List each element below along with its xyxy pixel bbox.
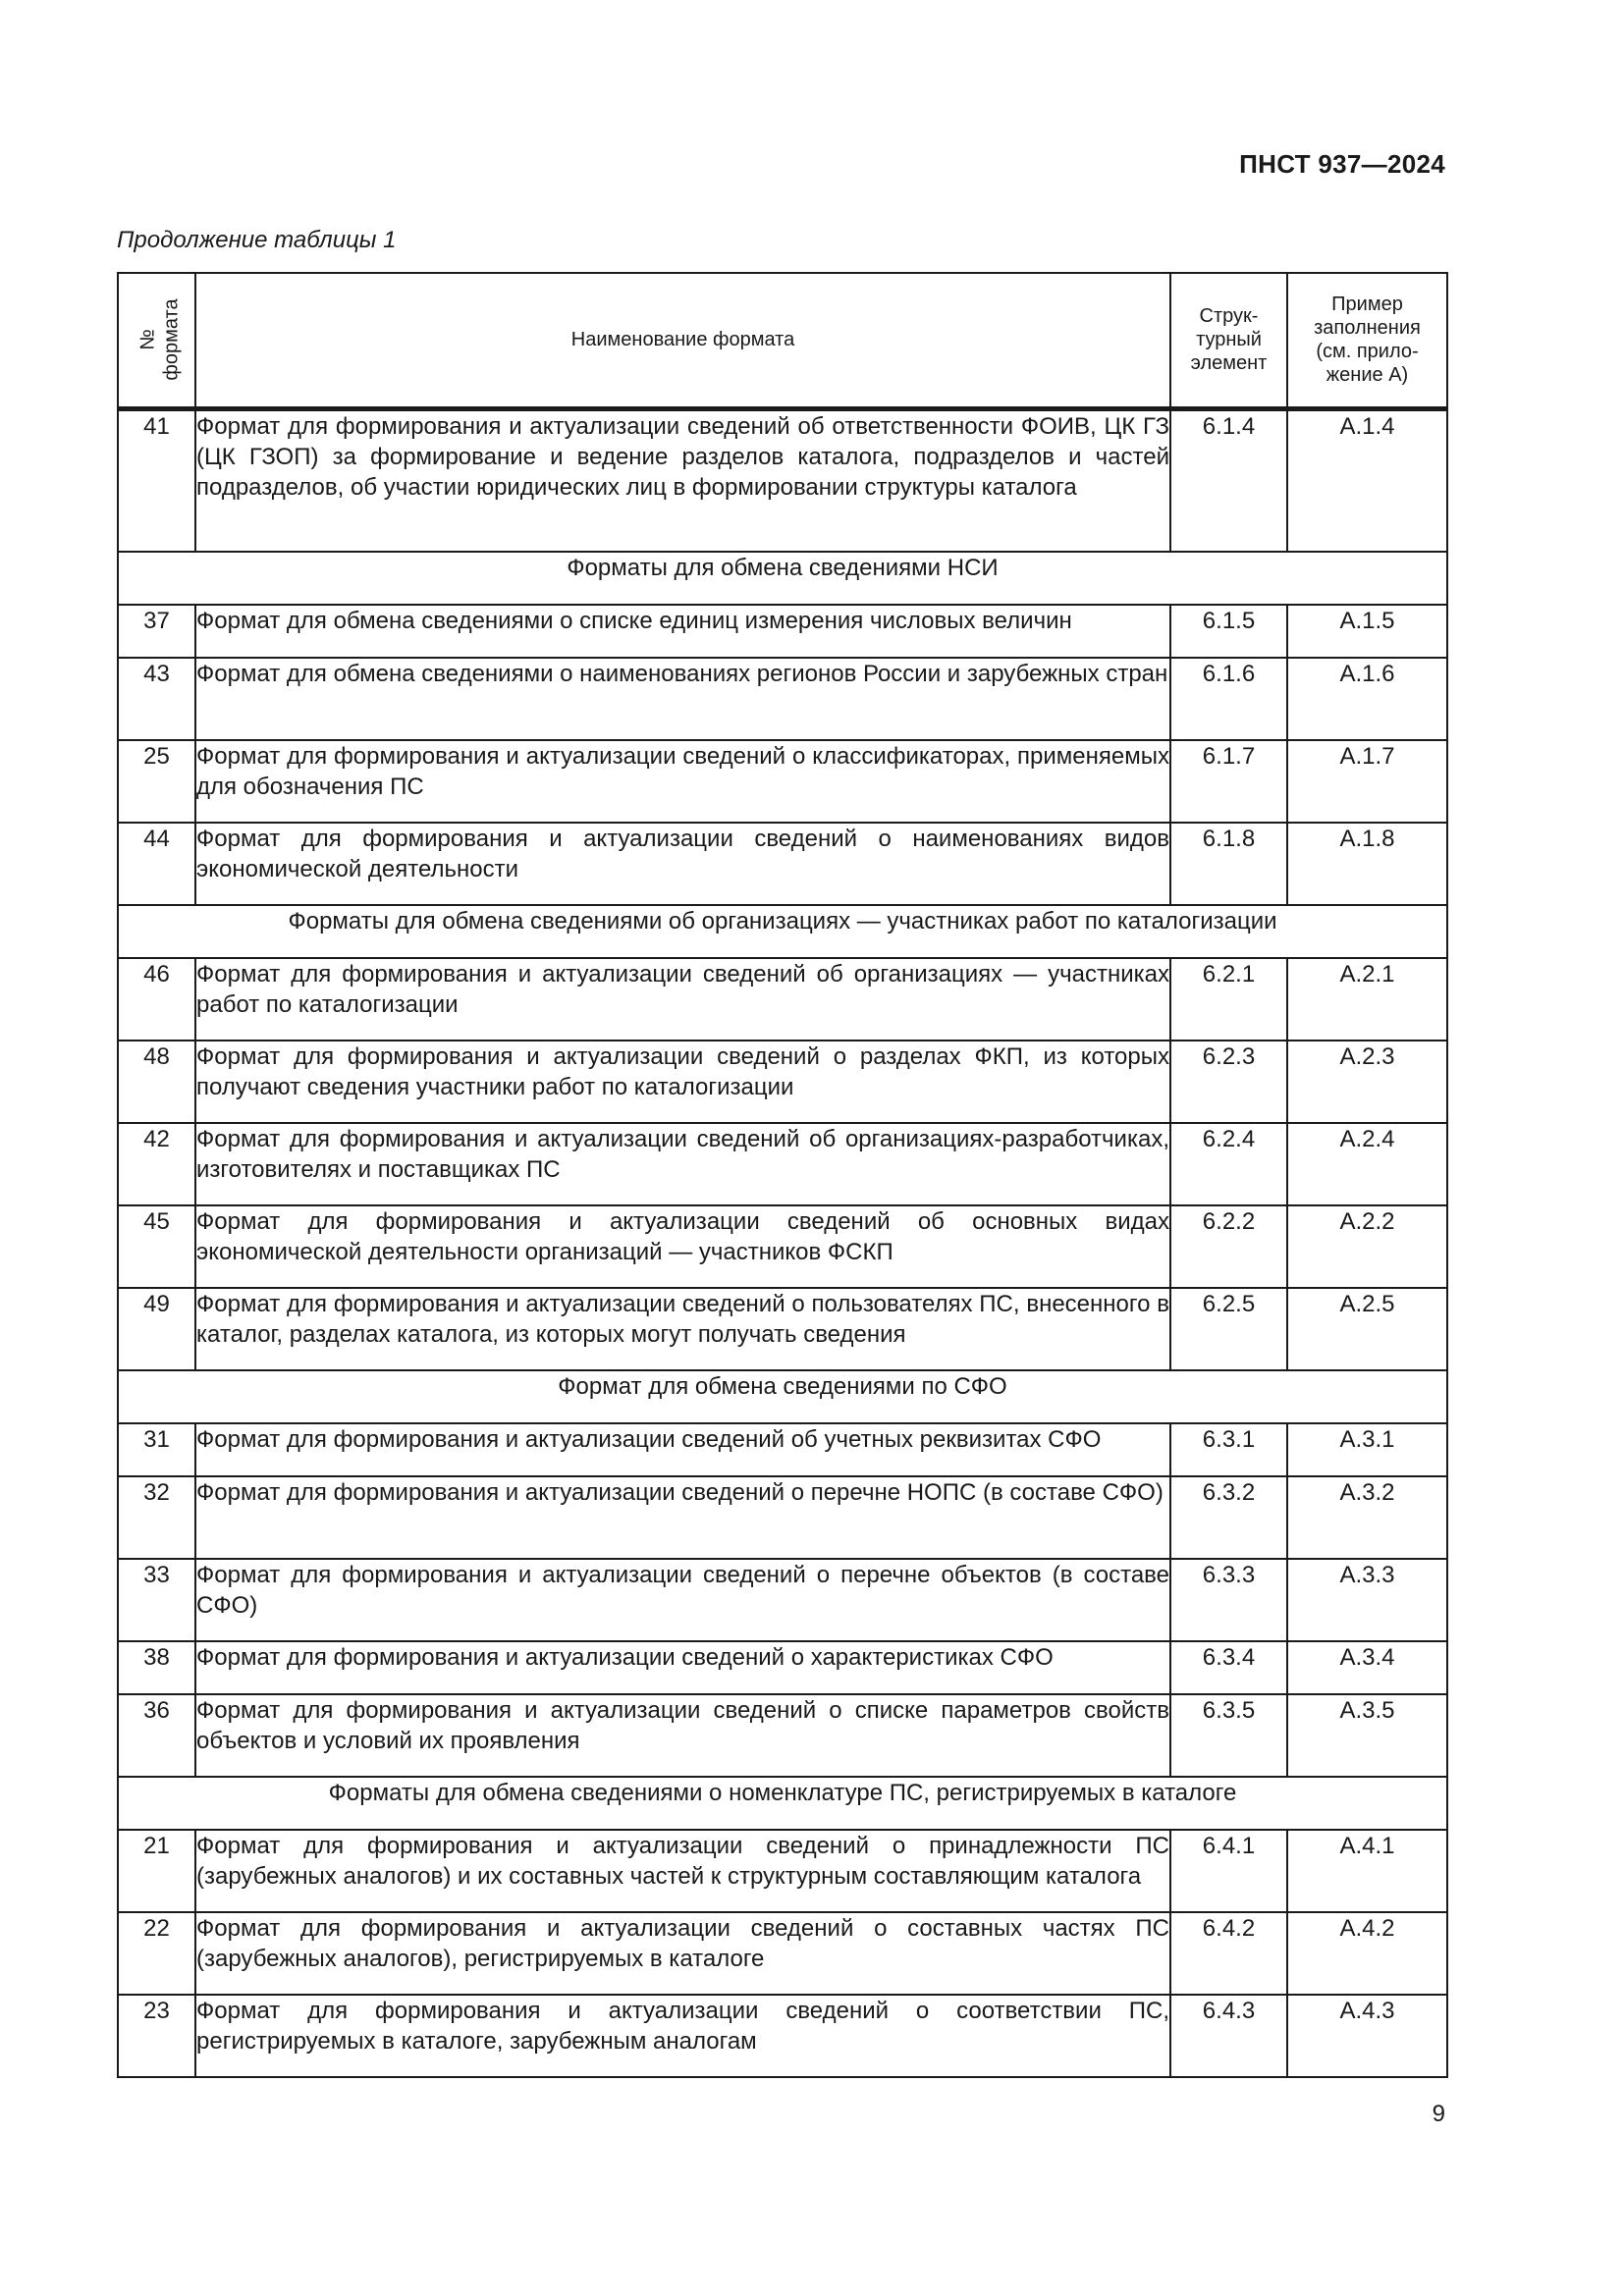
table-row <box>118 1912 1447 1995</box>
row-struct: 6.2.2 <box>1170 1205 1287 1288</box>
row-example: А.3.3 <box>1287 1559 1447 1641</box>
row-struct: 6.4.3 <box>1170 1995 1287 2077</box>
row-num: 22 <box>118 1912 195 1995</box>
table-row <box>118 1205 1447 1288</box>
row-struct: 6.2.5 <box>1170 1288 1287 1370</box>
table-row <box>118 1476 1447 1559</box>
header-example-line: заполнения <box>1314 317 1421 340</box>
row-example: А.3.1 <box>1287 1423 1447 1476</box>
row-num: 43 <box>118 658 195 740</box>
header-name: Наименование формата <box>195 273 1170 408</box>
row-struct: 6.1.8 <box>1170 823 1287 905</box>
row-name: Формат для формирования и актуализации сведений о принадлежности ПС (зарубежных аналогов) и их составных частей к структурным составляющим каталога <box>195 1830 1170 1912</box>
header-struct-line: элемент <box>1190 352 1268 375</box>
row-num: 31 <box>118 1423 195 1476</box>
row-struct: 6.2.1 <box>1170 958 1287 1041</box>
row-num: 44 <box>118 823 195 905</box>
row-example: А.1.6 <box>1287 658 1447 740</box>
row-example: А.1.4 <box>1287 408 1447 552</box>
table-row <box>118 823 1447 905</box>
row-name: Формат для формирования и актуализации сведений о характеристиках СФО <box>195 1641 1170 1694</box>
row-name: Формат для формирования и актуализации сведений об основных видах экономической деятельности организаций — участников ФСКП <box>195 1205 1170 1288</box>
row-num: 46 <box>118 958 195 1041</box>
row-num: 21 <box>118 1830 195 1912</box>
row-example: А.4.2 <box>1287 1912 1447 1995</box>
section-title: Форматы для обмена сведениями НСИ <box>118 552 1447 605</box>
header-struct <box>1170 273 1287 408</box>
row-num: 48 <box>118 1041 195 1123</box>
row-struct: 6.3.5 <box>1170 1694 1287 1777</box>
table-row <box>118 1423 1447 1476</box>
row-struct: 6.3.2 <box>1170 1476 1287 1559</box>
table-row <box>118 1559 1447 1641</box>
table-row <box>118 408 1447 552</box>
row-num: 36 <box>118 1694 195 1777</box>
section-row <box>118 552 1447 605</box>
row-name: Формат для формирования и актуализации сведений о перечне НОПС (в составе СФО) <box>195 1476 1170 1559</box>
row-num: 25 <box>118 740 195 823</box>
row-example: А.2.4 <box>1287 1123 1447 1205</box>
row-struct: 6.1.6 <box>1170 658 1287 740</box>
row-name: Формат для формирования и актуализации сведений о разделах ФКП, из которых получают сведения участники работ по каталогизации <box>195 1041 1170 1123</box>
row-example: А.2.2 <box>1287 1205 1447 1288</box>
row-example: А.4.1 <box>1287 1830 1447 1912</box>
row-name: Формат для обмена сведениями о списке единиц измерения числовых величин <box>195 605 1170 658</box>
header-struct-line: Струк- <box>1199 305 1259 328</box>
table-row <box>118 658 1447 740</box>
row-name: Формат для формирования и актуализации сведений об организациях — участниках работ по каталогизации <box>195 958 1170 1041</box>
header-example-line: жение А) <box>1326 364 1409 387</box>
row-struct: 6.1.7 <box>1170 740 1287 823</box>
table-header-row <box>118 273 1447 408</box>
table-row <box>118 1995 1447 2077</box>
row-struct: 6.2.4 <box>1170 1123 1287 1205</box>
table-caption: Продолжение таблицы 1 <box>117 227 397 253</box>
row-example: А.3.5 <box>1287 1694 1447 1777</box>
section-title: Форматы для обмена сведениями о номенклатуре ПС, регистрируемых в каталоге <box>118 1777 1447 1830</box>
row-name: Формат для формирования и актуализации сведений о наименованиях видов экономической деятельности <box>195 823 1170 905</box>
row-num: 32 <box>118 1476 195 1559</box>
row-struct: 6.3.3 <box>1170 1559 1287 1641</box>
row-name: Формат для формирования и актуализации сведений о соответствии ПС, регистрируемых в каталоге, зарубежным аналогам <box>195 1995 1170 2077</box>
section-row <box>118 1370 1447 1423</box>
row-name: Формат для формирования и актуализации сведений о пользователях ПС, внесенного в каталог, разделах каталога, из которых могут получать сведения <box>195 1288 1170 1370</box>
header-num <box>118 273 195 408</box>
table-row <box>118 740 1447 823</box>
table-row <box>118 1694 1447 1777</box>
row-name: Формат для формирования и актуализации сведений о классификаторах, применяемых для обозначения ПС <box>195 740 1170 823</box>
row-struct: 6.3.4 <box>1170 1641 1287 1694</box>
row-example: А.2.5 <box>1287 1288 1447 1370</box>
row-example: А.1.8 <box>1287 823 1447 905</box>
formats-table <box>117 272 1448 2078</box>
table-row <box>118 1830 1447 1912</box>
row-num: 38 <box>118 1641 195 1694</box>
row-struct: 6.4.2 <box>1170 1912 1287 1995</box>
row-example: А.2.3 <box>1287 1041 1447 1123</box>
header-example <box>1287 273 1447 408</box>
row-name: Формат для формирования и актуализации сведений об ответственности ФОИВ, ЦК ГЗ (ЦК ГЗОП) за формирование и ведение разделов каталога, подразделов и частей подразделов, об участии юридических лиц в формировании структуры каталога <box>195 408 1170 552</box>
row-num: 23 <box>118 1995 195 2077</box>
row-name: Формат для обмена сведениями о наименованиях регионов России и зарубежных стран <box>195 658 1170 740</box>
row-name: Формат для формирования и актуализации сведений о перечне объектов (в составе СФО) <box>195 1559 1170 1641</box>
table-row <box>118 1041 1447 1123</box>
row-example: А.2.1 <box>1287 958 1447 1041</box>
header-num-label: формата <box>160 298 183 381</box>
page-number: 9 <box>1432 2101 1445 2127</box>
table-row <box>118 1288 1447 1370</box>
row-name: Формат для формирования и актуализации сведений о списке параметров свойств объектов и условий их проявления <box>195 1694 1170 1777</box>
document-code: ПНСТ 937—2024 <box>1239 149 1445 179</box>
table-row <box>118 958 1447 1041</box>
row-struct: 6.1.4 <box>1170 408 1287 552</box>
row-struct: 6.3.1 <box>1170 1423 1287 1476</box>
header-example-line: (см. прило- <box>1316 341 1419 363</box>
row-example: А.1.7 <box>1287 740 1447 823</box>
row-name: Формат для формирования и актуализации сведений о составных частях ПС (зарубежных аналогов), регистрируемых в каталоге <box>195 1912 1170 1995</box>
section-title: Формат для обмена сведениями по СФО <box>118 1370 1447 1423</box>
row-example: А.4.3 <box>1287 1995 1447 2077</box>
section-title: Форматы для обмена сведениями об организациях — участниках работ по каталогизации <box>118 905 1447 958</box>
section-row <box>118 905 1447 958</box>
row-struct: 6.4.1 <box>1170 1830 1287 1912</box>
row-struct: 6.2.3 <box>1170 1041 1287 1123</box>
row-example: А.3.4 <box>1287 1641 1447 1694</box>
row-name: Формат для формирования и актуализации сведений об учетных реквизитах СФО <box>195 1423 1170 1476</box>
row-num: 49 <box>118 1288 195 1370</box>
table-row <box>118 1123 1447 1205</box>
section-row <box>118 1777 1447 1830</box>
row-num: 42 <box>118 1123 195 1205</box>
row-num: 37 <box>118 605 195 658</box>
row-example: А.3.2 <box>1287 1476 1447 1559</box>
row-num: 33 <box>118 1559 195 1641</box>
header-num-rotated <box>136 299 184 381</box>
table-row <box>118 605 1447 658</box>
table-row <box>118 1641 1447 1694</box>
header-struct-line: турный <box>1196 329 1262 351</box>
row-struct: 6.1.5 <box>1170 605 1287 658</box>
row-num: 41 <box>118 408 195 552</box>
header-num-symbol: № <box>136 329 159 350</box>
row-num: 45 <box>118 1205 195 1288</box>
header-example-line: Пример <box>1331 294 1403 316</box>
row-example: А.1.5 <box>1287 605 1447 658</box>
row-name: Формат для формирования и актуализации сведений об организациях-разработчиках, изготовителях и поставщиках ПС <box>195 1123 1170 1205</box>
